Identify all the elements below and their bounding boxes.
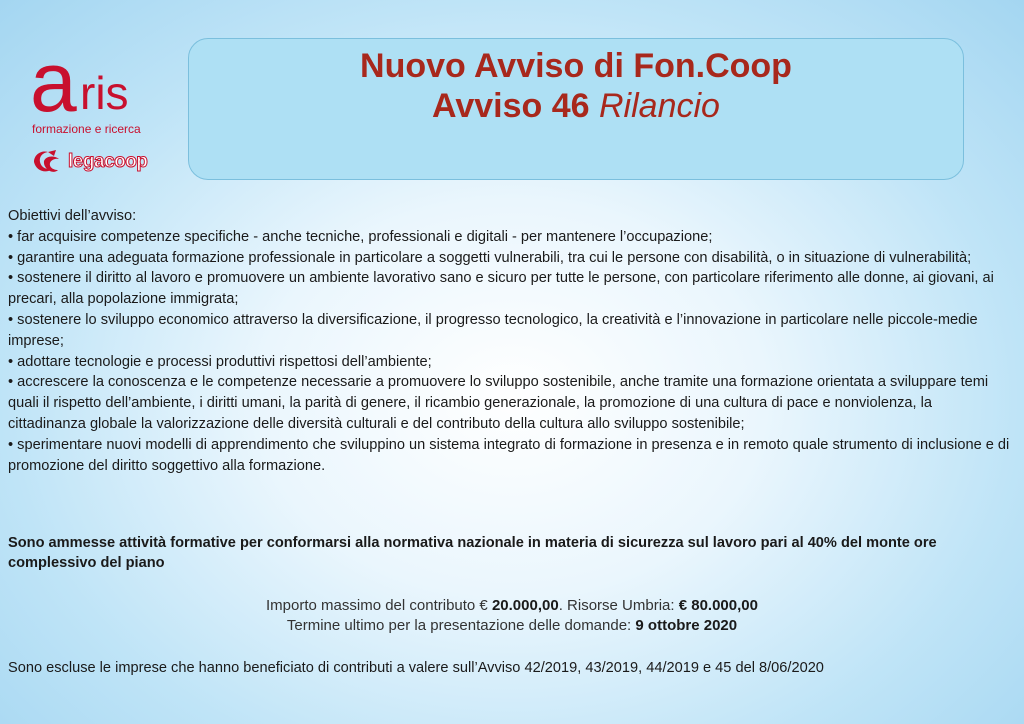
safety-note: Sono ammesse attività formative per conformarsi alla normativa nazionale in materia di sicurezza sul lavoro pari al 40% del monte ore complessivo del piano [8, 535, 937, 571]
funding-line [0, 596, 1024, 616]
objectives-section [8, 206, 1013, 476]
logo-letters-ris: ris [80, 67, 129, 119]
objective-item: • far acquisire competenze specifiche - anche tecniche, professionali e digitali - per mantenere l’occupazione; [8, 228, 713, 245]
funding-info [0, 596, 1024, 635]
logo-letter-a: a [30, 35, 75, 129]
max-amount-label: Importo massimo del contributo € [266, 597, 488, 614]
objective-item: • sostenere il diritto al lavoro e promuovere un ambiente lavorativo sano e sicuro per tutte le persone, con particolare riferimento alle donne, ai giovani, ai precari, alla popolazione immigrata; [8, 270, 994, 308]
aris-logo [30, 35, 180, 176]
objective-item: • sperimentare nuovi modelli di apprendimento che sviluppino un sistema integrato di formazione in presenza e in remoto quale strumento di inclusione e di promozione del diritto soggettivo alla formazione. [8, 436, 1010, 474]
legacoop-emblem-icon [30, 148, 64, 176]
max-amount-value: 20.000,00 [491, 597, 559, 614]
objective-item: • garantire una adeguata formazione professionale in particolare a soggetti vulnerabili, tra cui le persone con disabilità, o in situazione di vulnerabilità; [8, 249, 972, 266]
page-title: Nuovo Avviso di Fon.Coop [360, 47, 792, 85]
title-box [188, 38, 964, 180]
legacoop-wordmark: legacoop [68, 151, 148, 172]
deadline-label: Termine ultimo per la presentazione delle domande: [286, 616, 632, 634]
subtitle-italic: Rilancio [599, 87, 720, 125]
deadline-line [0, 616, 1024, 636]
objective-item: • sostenere lo sviluppo economico attraverso la diversificazione, il progresso tecnologico, la creatività e l’innovazione in particolare nelle piccole-medie imprese; [8, 311, 978, 349]
legacoop-logo [30, 148, 180, 176]
exclusion-note: Sono escluse le imprese che hanno beneficiato di contributi a valere sull’Avviso 42/2019, 43/2019, 44/2019 e 45 del 8/06/2020 [8, 660, 824, 676]
objective-item: • adottare tecnologie e processi produttivi rispettosi dell’ambiente; [8, 353, 432, 370]
umbria-value: € 80.000,00 [678, 597, 758, 614]
subtitle-bold: Avviso 46 [432, 87, 590, 125]
logo-subtitle: formazione e ricerca [32, 122, 141, 136]
page-subtitle [189, 87, 963, 126]
objective-item: • accrescere la conoscenza e le competenze necessarie a promuovere lo sviluppo sostenibile, anche tramite una formazione orientata a sviluppare temi quali il rispetto dell’ambiente, i diritti umani, la parità di genere, il ricambio generazionale, la promozione di una cultura di pace e nonviolenza, la cittadinanza globale la valorizzazione delle diversità culturali e del contributo della cultura allo sviluppo sostenibile; [8, 374, 989, 432]
deadline-value: 9 ottobre 2020 [635, 616, 738, 634]
objectives-heading: Obiettivi dell’avviso: [8, 208, 137, 224]
umbria-label: . Risorse Umbria: [558, 597, 675, 614]
